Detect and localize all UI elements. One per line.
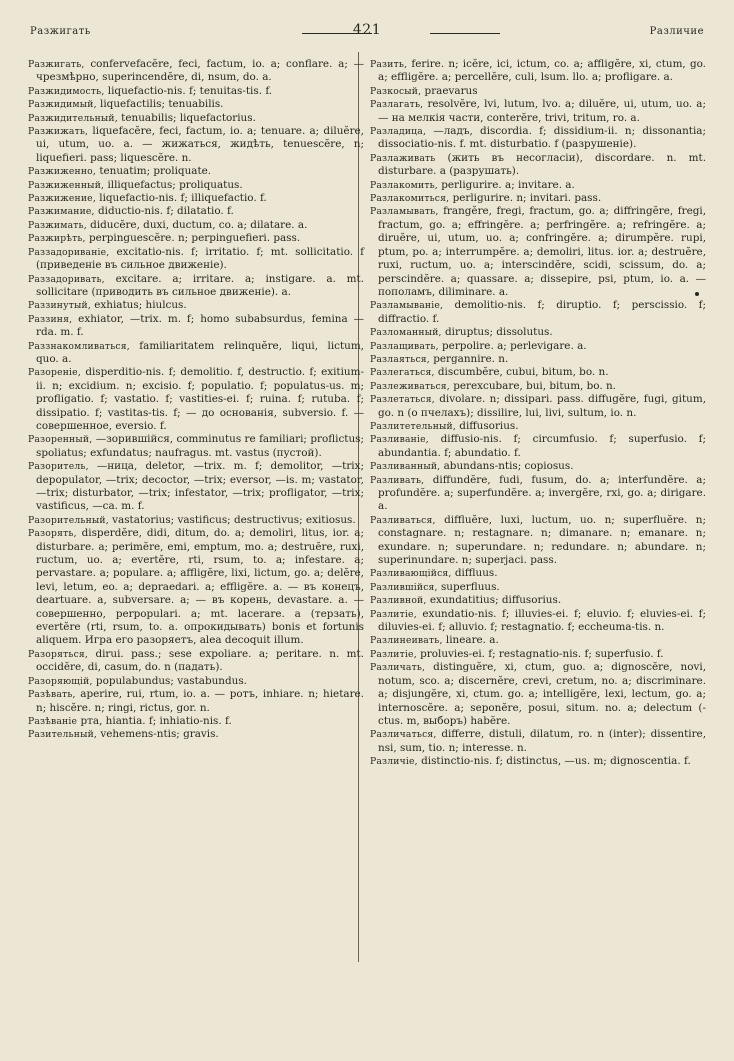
headword: Разливанный, bbox=[370, 461, 441, 473]
dictionary-entry bbox=[28, 675, 364, 688]
dictionary-entry bbox=[370, 366, 706, 379]
dictionary-entry bbox=[370, 205, 706, 299]
dictionary-entry bbox=[28, 433, 364, 460]
dictionary-entry bbox=[370, 380, 706, 393]
dictionary-entry bbox=[370, 433, 706, 460]
entry-text: liquefactio-nis. f; illiquefactio. f. bbox=[95, 192, 267, 205]
headword: Разжижение, bbox=[28, 193, 96, 205]
headword: Разламывать, bbox=[370, 206, 439, 218]
dictionary-entry bbox=[28, 299, 364, 312]
headword: Разжирѣть, bbox=[28, 233, 86, 245]
entry-text: proluvies-ei. f; restagnatio-nis. f; superfusio. f. bbox=[416, 647, 664, 660]
entry-text: diffluus. bbox=[451, 567, 498, 580]
dictionary-entry bbox=[28, 728, 364, 741]
right-column bbox=[370, 58, 706, 769]
dictionary-entry bbox=[370, 460, 706, 473]
dictionary-entry bbox=[370, 125, 706, 152]
entry-text: distinguĕre, xi, ctum, guo. a; dignoscĕre, novi, notum, sco. a; discernĕre, crevi, cretum, no. a; discriminare. a; disjungĕre, xi, ctum. go. a; intelligĕre, lexi, lectum, go. a; internoscĕre. a; seponĕre, posui, situm. no. a; delectum (-ctus. m, выборъ) habĕre. bbox=[378, 661, 706, 727]
headword: Разжимать, bbox=[28, 219, 87, 231]
dictionary-entry bbox=[28, 219, 364, 232]
dictionary-entry bbox=[370, 755, 706, 768]
headword: Разжимание, bbox=[28, 206, 95, 218]
dictionary-entry bbox=[28, 112, 364, 125]
entry-text: diducĕre, duxi, ductum, co. a; dilatare. a. bbox=[86, 218, 308, 231]
dictionary-entry bbox=[370, 581, 706, 594]
headword: Различаться, bbox=[370, 729, 437, 741]
dictionary-entry bbox=[370, 514, 706, 568]
headword: Разоренный, bbox=[28, 434, 93, 446]
dictionary-entry bbox=[28, 205, 364, 218]
dictionary-entry bbox=[28, 648, 364, 675]
headword: Разлегаться, bbox=[370, 367, 435, 379]
dictionary-entry bbox=[28, 85, 364, 98]
dictionary-entry bbox=[370, 393, 706, 420]
entry-text: excitatio-nis. f; irritatio. f; mt. sollicitatio. f (приведенie въ сильное движенie). bbox=[36, 245, 364, 272]
headword: Разливать, bbox=[370, 474, 425, 486]
dictionary-entry bbox=[28, 232, 364, 245]
entry-text: liquefacĕre, feci, factum, io. a; tenuare. a; diluĕre, ui, utum, uo. a. — жижаться, жидѣть, tenuescĕre, n; liquefieri. pass; liquescĕre. n. bbox=[36, 125, 364, 164]
entry-text: demolitio-nis. f; diruptio. f; perscissio. f; diffractio. f. bbox=[378, 299, 706, 325]
headword: Разжидительный, bbox=[28, 112, 118, 124]
dictionary-entry bbox=[28, 340, 364, 367]
headword: Разжигать, bbox=[28, 59, 85, 70]
dictionary-entry bbox=[28, 192, 364, 205]
running-head-right: Различие bbox=[649, 26, 704, 37]
dictionary-entry bbox=[370, 85, 706, 98]
headword: Разѣванie bbox=[28, 715, 78, 727]
dictionary-entry bbox=[370, 179, 706, 192]
headword: Разлетаться, bbox=[370, 394, 435, 406]
headword: Разлагать, bbox=[370, 99, 424, 111]
entry-text: exundatitius; diffusorius. bbox=[426, 594, 562, 607]
headword: Разлеживаться, bbox=[370, 380, 450, 392]
headword: Разжидимый, bbox=[28, 99, 97, 111]
entry-text: diruptus; dissolutus. bbox=[441, 326, 553, 339]
dictionary-entry bbox=[370, 58, 706, 85]
entry-text: (жить въ несогласіи), discordare. n. mt. disturbare. a (разрушать). bbox=[378, 151, 706, 178]
headword: Разкосый, bbox=[370, 85, 422, 97]
headword: Различie, bbox=[370, 756, 418, 768]
entry-text: diductio-nis. f; dilatatio. f. bbox=[94, 205, 234, 218]
entry-text: tenuatim; proliquate. bbox=[96, 165, 212, 178]
entry-text: diffundĕre, fudi, fusum, do. a; interfundĕre. a; profundĕre. a; superfundĕre. a; invergĕre, rxi, go. a; dirigare. a. bbox=[378, 473, 706, 513]
headword: Разлитетельный, bbox=[370, 420, 456, 432]
headword: Разлинеивать, bbox=[370, 635, 443, 647]
dictionary-entry bbox=[28, 715, 364, 728]
dictionary-entry bbox=[370, 648, 706, 661]
headword: Разѣвать, bbox=[28, 689, 76, 701]
dictionary-entry bbox=[370, 634, 706, 647]
dictionary-entry bbox=[28, 460, 364, 514]
entry-text: exhiatus; hiulcus. bbox=[90, 299, 187, 312]
entry-text: vastatorius; vastificus; destructivus; exitiosus. bbox=[108, 513, 356, 526]
dictionary-entry bbox=[28, 125, 364, 165]
headword: Разительный, bbox=[28, 729, 98, 741]
header-rule-right bbox=[430, 33, 500, 34]
entry-text: disperdĕre, didi, ditum, do. a; demoliri, litus, ior. a; disturbare. a; perimĕre, emi, emptum, mo. a; destruĕre, ruxi, ructum, uo. a; evertĕre, rti, rsum, to. a; infestare. a; pervastare. a; populare. a; affligĕre, lixi, lictum, go. a; delĕre, levi, letum, eo. a; depraedari. a; effligĕre. a. — въ конецъ, deartuare. a, subversare. a; — въ корень, devastare. a. — совершенно, perpopulari. a; mt. lacerare. a (терзать), evertĕre (rti, rsum, to. a. опрокидывать) bonis et fortunis aliquem. Игра его разоряетъ, alea decoquit illum. bbox=[36, 527, 364, 647]
headword: Разладица, bbox=[370, 126, 427, 138]
headword: Раззиня, bbox=[28, 313, 73, 325]
dictionary-entry bbox=[370, 474, 706, 514]
headword: Разлащивать, bbox=[370, 340, 439, 352]
headword: Разломанный, bbox=[370, 327, 442, 339]
dictionary-entry bbox=[370, 326, 706, 339]
headword: Разоряться, bbox=[28, 648, 89, 660]
dictionary-entry bbox=[370, 661, 706, 728]
headword: Разжижать, bbox=[28, 126, 89, 138]
entry-text: perligurire. n; invitari. pass. bbox=[449, 192, 602, 205]
entry-text: lineare. a. bbox=[442, 634, 499, 647]
headword: Разлаяться, bbox=[370, 353, 430, 365]
dictionary-entry bbox=[370, 608, 706, 635]
headword: Разлитіе, bbox=[370, 648, 417, 660]
headword: Разжиженный, bbox=[28, 179, 105, 191]
dictionary-entry bbox=[370, 98, 706, 125]
dictionary-entry bbox=[28, 514, 364, 527]
headword: Разоряющій, bbox=[28, 675, 93, 687]
headword: Разоренie, bbox=[28, 367, 81, 379]
entry-text: populabundus; vastabundus. bbox=[92, 674, 247, 687]
dictionary-entry bbox=[370, 192, 706, 205]
entry-text: —ладъ, discordia. f; dissidium-ii. n; dissonantia; dissociatio-nis. f. mt. disturbatio. f (разрушенie). bbox=[378, 125, 706, 151]
entry-text: exhiator, —trix. m. f; homo subabsurdus, femina —rda. m. f. bbox=[36, 312, 364, 339]
dictionary-entry bbox=[370, 152, 706, 179]
headword: Разлакомиться, bbox=[370, 193, 450, 205]
entry-text: divolare. n; dissipari. pass. diffugĕre, fugi, gitum, go. n (о пчелахъ); dissilire, lui, livi, sultum, io. n. bbox=[378, 393, 706, 419]
headword: Разлаживать bbox=[370, 152, 436, 164]
entry-text: distinctio-nis. f; distinctus, —us. m; dignoscentia. f. bbox=[417, 755, 691, 768]
entry-text: —зорившійся, comminutus re familiari; proflictus; spoliatus; exfundatus; naufragus. mt. vastus (пустой). bbox=[36, 433, 364, 459]
entry-text: abundans-ntis; copiosus. bbox=[440, 460, 574, 473]
dictionary-entry bbox=[28, 98, 364, 111]
entry-text: superfluus. bbox=[437, 580, 500, 593]
entry-text: pergannire. n. bbox=[429, 352, 509, 365]
entry-text: illiquefactus; proliquatus. bbox=[104, 178, 243, 191]
dictionary-entry bbox=[370, 299, 706, 326]
dictionary-entry bbox=[370, 728, 706, 755]
headword: Различать, bbox=[370, 662, 426, 674]
entry-text: —ница, deletor, —trix. m. f; demolitor, —trix; depopulator, —trix; decoctor, —trix; eversor, —is. m; vastator, —trix; disturbator, —trix; infestator, —trix; profligator, —trix; vastificus, —ca. m. f. bbox=[36, 460, 364, 513]
entry-text: frangĕre, fregi, fractum, go. a; diffringĕre, fregi, fractum, go. a; effringĕre. a; perfringĕre. a; refringĕre. a; diruĕre, ui, utum, uo. a; confringĕre. a; dirumpĕre. rupi, ptum, po. a; interrumpĕre. a; demoliri, litus. ior. a; destruĕre, ruxi, ructum, uo. a; interscindĕre, scidi, scissum, do. a; perscindĕre. a; quassare. a; dissepire, psi, ptum, io. a. — пополамъ, diliminare. a. bbox=[378, 205, 706, 298]
page-header bbox=[30, 22, 704, 42]
entry-text: perexcubare, bui, bitum, bo. n. bbox=[449, 379, 616, 392]
headword: Разить, bbox=[370, 59, 408, 70]
dictionary-entry bbox=[370, 340, 706, 353]
entry-text: resolvĕre, lvi, lutum, lvo. a; diluĕre, ui, utum, uo. a; — на мелкія части, conterĕre, trivi, tritum, ro. a. bbox=[378, 98, 706, 124]
dictionary-entry bbox=[28, 246, 364, 273]
dictionary-entry bbox=[28, 313, 364, 340]
dictionary-entry bbox=[28, 688, 364, 715]
entry-text: excitare. a; irritare. a; instigare. a. mt. sollicitare (приводить въ сильное движенie). a. bbox=[36, 272, 364, 298]
entry-text: diffluĕre, luxi, luctum, uo. n; superfluĕre. n; constagnare. n; restagnare. n; dimanare. n; emanare. n; exundare. n; superundare. n; redundare. n; abundare. n; superinundare. n; superjaci. pass. bbox=[378, 513, 706, 567]
headword: Раззадориванie, bbox=[28, 246, 110, 258]
headword: Раззадоривать, bbox=[28, 273, 105, 285]
entry-text: liquefactio-nis. f; tenuitas-tis. f. bbox=[104, 84, 273, 97]
headword: Разоритель, bbox=[28, 461, 89, 473]
entry-text: diffusio-nis. f; circumfusio. f; superfusio. f; abundantia. f; abundatio. f. bbox=[378, 433, 706, 459]
entry-text: vehemens-ntis; gravis. bbox=[97, 728, 219, 741]
entry-text: perpolire. a; perlevigare. a. bbox=[438, 339, 587, 352]
headword: Разорять, bbox=[28, 528, 77, 540]
entry-text: tenuabilis; liquefactorius. bbox=[117, 111, 256, 124]
entry-text: liquefactilis; tenuabilis. bbox=[96, 98, 224, 111]
dictionary-entry bbox=[28, 58, 364, 85]
headword: Разлившійся, bbox=[370, 581, 438, 593]
headword: Разжидимость, bbox=[28, 85, 105, 97]
entry-text: disperditio-nis. f; demolitio. f, destructio. f; exitium-ii. n; excidium. n; excisio. f; populatio. f; populatus-us. m; profligatio. f; vastatio. f; vastities-ei. f; ruina. f; rutuba. f; dissipatio. f; vastitas-tis. f; — до основанія, subversio. f. — совершенное, eversio. f. bbox=[36, 366, 364, 432]
headword: Раззинутый, bbox=[28, 300, 91, 312]
headword: Разливающійся, bbox=[370, 568, 452, 580]
entry-text: aperire, rui, rtum, io. a. — ротъ, inhiare. n; hietare. n; hiscĕre. n; ringi, rictus, gor. n. bbox=[36, 688, 364, 714]
headword: Раззнакомливаться, bbox=[28, 340, 130, 352]
entry-text: perligurire. a; invitare. a. bbox=[437, 178, 575, 191]
entry-text: familiaritatem relinquĕre, liqui, lictum, quo. a. bbox=[36, 339, 364, 365]
dictionary-entry bbox=[370, 420, 706, 433]
dictionary-entry bbox=[370, 594, 706, 607]
entry-text: diffusorius. bbox=[456, 419, 519, 432]
entry-text: confervefacĕre, feci, factum, io. a; conflare. a; — чрезмѣрно, superincendĕre, di, nsum, do. a. bbox=[36, 58, 364, 84]
dictionary-entry bbox=[370, 353, 706, 366]
entry-text: discumbĕre, cubui, bitum, bo. n. bbox=[434, 366, 609, 379]
entry-text: ferire. n; icĕre, ici, ictum, co. a; affligĕre, xi, ctum, go. a; effligĕre. a; percellĕre, culi, lsum. llo. a; profligare. a. bbox=[378, 58, 706, 84]
entry-text: praevarus bbox=[421, 84, 478, 97]
dictionary-entry bbox=[28, 165, 364, 178]
entry-text: exundatio-nis. f; illuvies-ei. f; eluvio. f; eluvies-ei. f; diluvies-ei. f; alluvio. f; restagnatio. f; eccheuma-tis. n. bbox=[378, 607, 706, 634]
headword: Разливанie, bbox=[370, 434, 429, 446]
entry-text: рта, hiantia. f; inhiatio-nis. f. bbox=[77, 714, 232, 727]
headword: Разлакомить, bbox=[370, 179, 438, 191]
headword: Разламыванie, bbox=[370, 300, 444, 312]
dictionary-entry bbox=[370, 567, 706, 580]
entry-text: dirui. pass.; sese expoliare. a; peritare. n. mt. occidĕre, di, casum, do. n (падать). bbox=[36, 647, 364, 674]
headword: Разливаться, bbox=[370, 514, 436, 526]
ink-spot bbox=[695, 292, 699, 296]
dictionary-entry bbox=[28, 179, 364, 192]
left-column bbox=[28, 58, 364, 742]
headword: Разлитіе, bbox=[370, 608, 417, 620]
running-head-left: Разжигать bbox=[30, 26, 91, 37]
headword: Разжиженно, bbox=[28, 166, 97, 178]
dictionary-entry bbox=[28, 366, 364, 433]
entry-text: perpinguescĕre. n; perpinguefieri. pass. bbox=[85, 232, 301, 245]
dictionary-entry bbox=[28, 273, 364, 300]
page-number: 421 bbox=[352, 22, 382, 38]
headword: Разливной, bbox=[370, 595, 427, 607]
headword: Разорительный, bbox=[28, 514, 109, 526]
dictionary-entry bbox=[28, 527, 364, 648]
entry-text: differre, distuli, dilatum, ro. n (inter); dissentire, nsi, sum, tio. n; interesse. n. bbox=[378, 728, 706, 754]
